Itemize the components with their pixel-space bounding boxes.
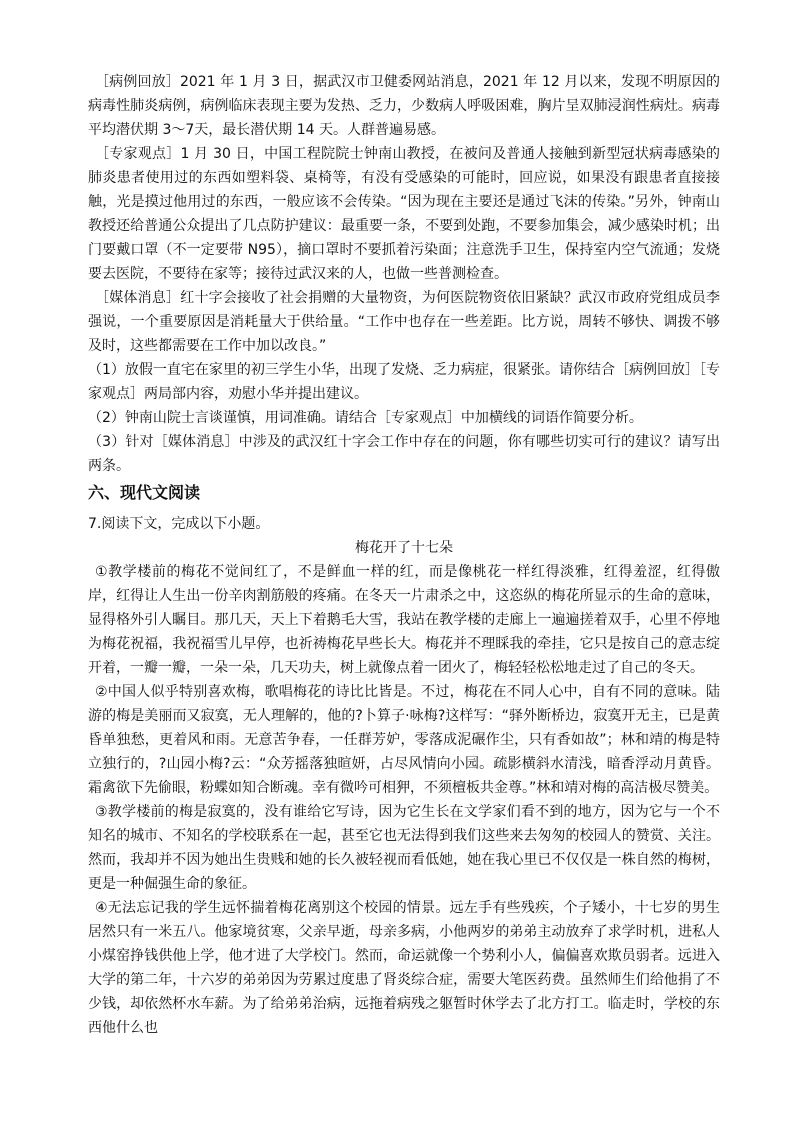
section-title: 六、现代文阅读 bbox=[88, 483, 201, 502]
question-2: （2）钟南山院士言谈谨慎，用词准确。请结合［专家观点］中加横线的词语作简要分析。 bbox=[88, 410, 643, 426]
expert-view-paragraph: ［专家观点］1 月 30 日，中国工程院院士钟南山教授，在被问及普通人接触到新型冠状病毒感染的肺炎患者使用过的东西如塑料袋、桌椅等，有没有受感染的可能时，回应说，如果没有跟患者直接接触，光是摸过他用过的东西，一般应该不会传染。“因为现在主要还是通过飞沫的传染。”另外，钟南山教授还给普通公众提出了几点防护建议：最重要一条，不要到处跑，不要参加集会，减少感染时机；出门要戴口罩（不一定要带 N95），摘口罩时不要抓着污染面；注意洗手卫生，保持室内空气流通；发烧要去医院，不要待在家等；接待过武汉来的人，也做一些普测检查。 bbox=[88, 146, 720, 282]
article-paragraph-2: ②中国人似乎特别喜欢梅，歌唱梅花的诗比比皆是。不过，梅花在不同人心中，自有不同的意味。陆游的梅是美丽而又寂寞，无人理解的，他的?卜算子·咏梅?这样写：“驿外断桥边，寂寞开无主，已是黄昏单独愁，更着风和雨。无意苦争春，一任群芳妒，零落成泥碾作尘，只有香如故”；林和靖的梅是特立独行的，?山园小梅?云：“众芳摇落独暄妍，占尽风情向小园。疏影横斜水清浅，暗香浮动月黄昏。霜禽欲下先偷眼，粉蝶如知合断魂。幸有微吟可相狎，不须檀板共金尊。”林和靖对梅的高洁极尽赞美。 bbox=[88, 684, 720, 796]
article-paragraph-1: ①教学楼前的梅花不觉间红了，不是鲜血一样的红，而是像桃花一样红得淡雅，红得羞涩，红得傲岸，红得让人生出一份辛肉割筋般的疼痛。在冬天一片肃杀之中，这恣纵的梅花所显示的生命的意味，显得格外引人瞩目。那几天，天上下着鹅毛大雪，我站在教学楼的走廊上一遍遍搓着双手，心里不停地为梅花祝福，我祝福雪儿早停，也祈祷梅花早些长大。梅花并不理睬我的牵挂，它只是按自己的意志绽开着，一瓣一瓣，一朵一朵，几天功夫，树上就像点着一团火了，梅轻轻松松地走过了自己的冬天。 bbox=[88, 564, 720, 676]
question-1: （1）放假一直宅在家里的初三学生小华，出现了发烧、乏力病症，很紧张。请你结合［病例回放］［专家观点］两局部内容，劝慰小华并提出建议。 bbox=[88, 362, 720, 402]
media-news-paragraph: ［媒体消息］红十字会接收了社会捐赠的大量物资，为何医院物资依旧紧缺？武汉市政府党组成员李强说，一个重要原因是消耗量大于供给量。“工作中也存在一些差距。比方说，周转不够快、调拨不够及时，这些都需要在工作中加以改良。” bbox=[88, 290, 720, 354]
article-title: 梅花开了十七朵 bbox=[355, 540, 453, 556]
question-7-prompt: 7.阅读下文，完成以下小题。 bbox=[88, 516, 270, 532]
document-page bbox=[88, 70, 720, 1040]
case-review-paragraph: ［病例回放］2021 年 1 月 3 日，据武汉市卫健委网站消息，2021 年 12 月以来，发现不明原因的病毒性肺炎病例，病例临床表现主要为发热、乏力，少数病人呼吸困难，胸片呈双肺浸润性病灶。病毒平均潜伏期 3～7天，最长潜伏期 14 天。人群普遍易感。 bbox=[88, 74, 720, 138]
article-paragraph-4: ④无法忘记我的学生远怀揣着梅花离别这个校园的情景。远左手有些残疾，个子矮小，十七岁的男生居然只有一米五八。他家境贫寒，父亲早逝，母亲多病，小他两岁的弟弟主动放弃了求学时机，进私人小煤窑挣钱供他上学，他才进了大学校门。然而，命运就像一个势利小人，偏偏喜欢欺员弱者。远进入大学的第二年，十六岁的弟弟因为劳累过度患了肾炎综合症，需要大笔医药费。虽然师生们给他捐了不少钱，却依然杯水车薪。为了给弟弟治病，远拖着病残之躯暂时休学去了北方打工。临走时，学校的东西他什么也 bbox=[88, 900, 720, 1036]
article-paragraph-3: ③教学楼前的梅是寂寞的，没有谁给它写诗，因为它生长在文学家们看不到的地方，因为它与一个不知名的城市、不知名的学校联系在一起，甚至它也无法得到我们这些来去匆匆的校园人的赞赏、关注。然而，我却并不因为她出生贵贱和她的长久被轻视而看低她，她在我心里已不仅仅是一株自然的梅树，更是一种倔强生命的象征。 bbox=[88, 804, 720, 892]
question-3: （3）针对［媒体消息］中涉及的武汉红十字会工作中存在的问题，你有哪些切实可行的建议？请写出两条。 bbox=[88, 434, 720, 474]
